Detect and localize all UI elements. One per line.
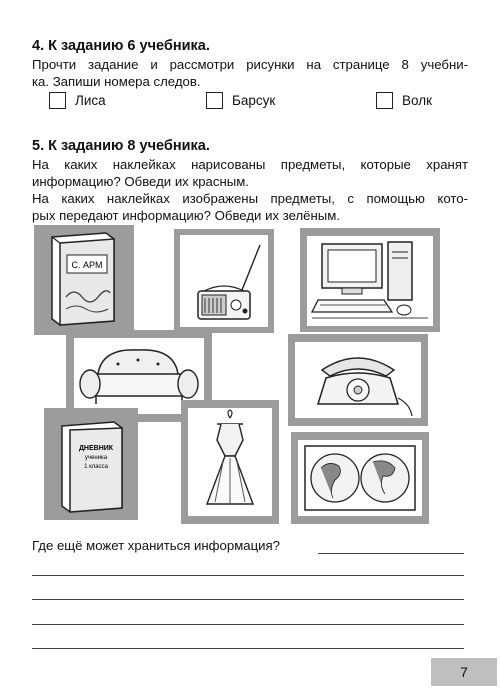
answer-line-1[interactable] [318, 553, 464, 554]
answer-line-4[interactable] [32, 624, 464, 625]
dress-icon [181, 400, 279, 524]
diary-icon [44, 408, 138, 520]
sticker-diary[interactable] [44, 408, 138, 520]
question-text: Где ещё может храниться информация? [32, 538, 280, 553]
answer-line-5[interactable] [32, 648, 464, 649]
checkbox-badger[interactable] [206, 92, 223, 109]
radio-icon [174, 229, 274, 333]
task4-heading: 4. К заданию 6 учебника. [32, 38, 210, 54]
telephone-icon [288, 334, 428, 426]
checkbox-fox[interactable] [49, 92, 66, 109]
task4-text-line1: Прочти задание и рассмотри рисунки на странице 8 учебни- [32, 57, 468, 72]
task5-heading: 5. К заданию 8 учебника. [32, 138, 210, 154]
task5-line3: На каких наклейках изображены предметы, с помощью кото- [32, 191, 468, 206]
diary-label-1: ДНЕВНИК [78, 445, 114, 452]
task5-line2: информацию? Обведи их красным. [32, 174, 249, 189]
task5-text [32, 156, 468, 224]
sticker-computer[interactable] [300, 228, 440, 332]
task5-line4: рых передают информацию? Обведи их зелёным. [32, 208, 341, 223]
sticker-radio[interactable] [174, 229, 274, 333]
sticker-book[interactable] [34, 225, 134, 335]
answer-line-2[interactable] [32, 575, 464, 576]
book-title: С. АРМ [71, 260, 103, 270]
checkbox-wolf[interactable] [376, 92, 393, 109]
sticker-dress[interactable] [181, 400, 279, 524]
page-number: 7 [431, 658, 497, 686]
option-badger[interactable] [206, 92, 275, 109]
sticker-telephone[interactable] [288, 334, 428, 426]
task4-text-line2: ка. Запиши номера следов. [32, 74, 201, 89]
computer-icon [300, 228, 440, 332]
diary-label-2: ученика [84, 455, 108, 461]
option-badger-label: Барсук [232, 93, 276, 108]
option-wolf-label: Волк [402, 93, 432, 108]
option-fox-label: Лиса [75, 93, 106, 108]
task5-line1: На каких наклейках нарисованы предметы, которые хранят [32, 157, 468, 172]
answer-line-3[interactable] [32, 599, 464, 600]
world-map-icon [291, 432, 429, 524]
diary-label-3: 1 класса [84, 464, 108, 470]
book-icon [34, 225, 134, 335]
option-fox[interactable] [49, 92, 106, 109]
option-wolf[interactable] [376, 92, 432, 109]
task4-text [32, 56, 468, 90]
sticker-world-map[interactable] [291, 432, 429, 524]
